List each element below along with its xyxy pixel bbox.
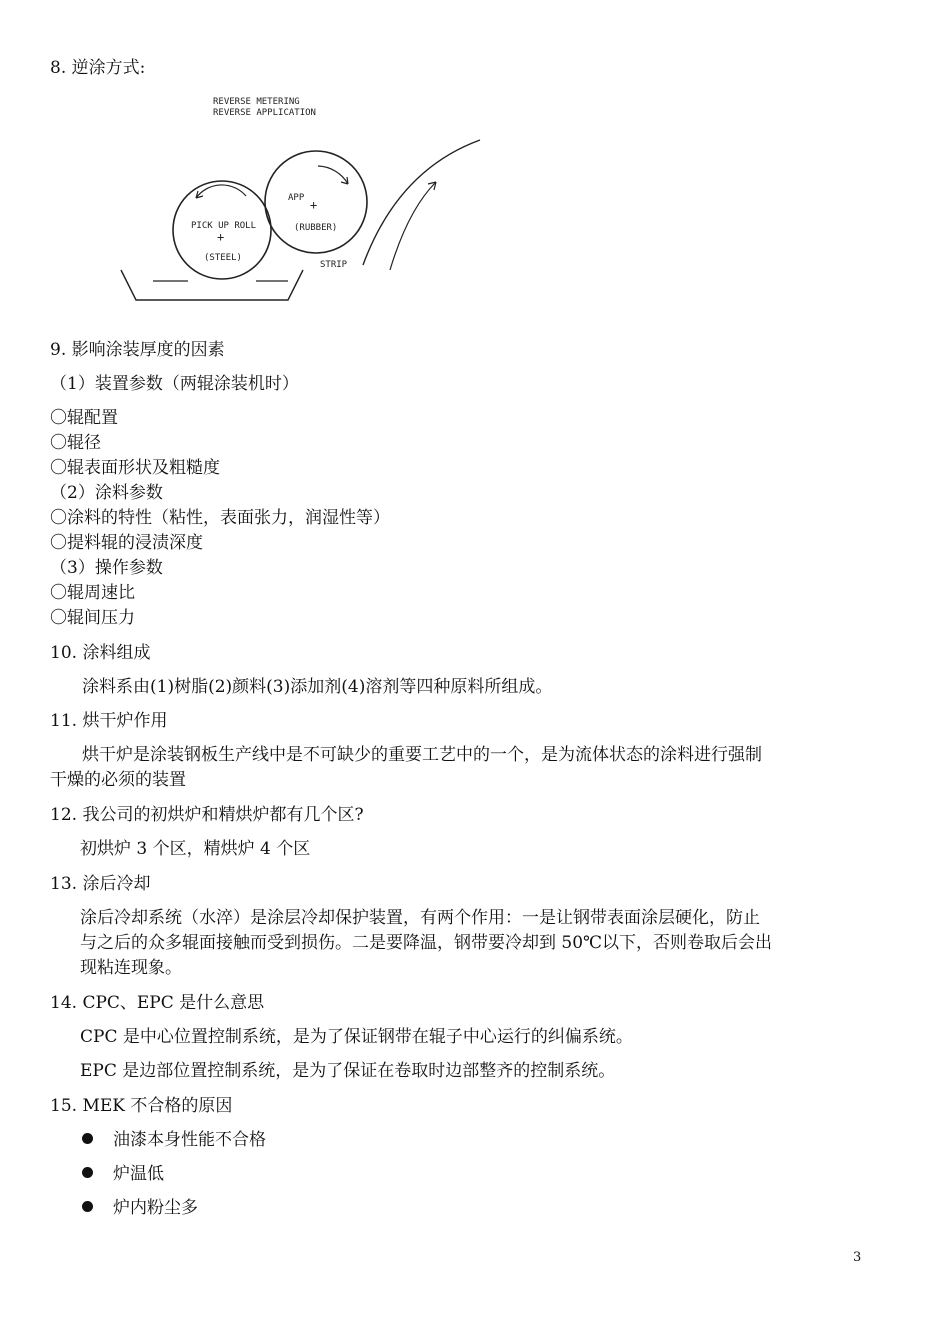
- section-8-title: 8. 逆涂方式:: [50, 58, 146, 78]
- section-15-title: 15. MEK 不合格的原因: [50, 1096, 233, 1116]
- section-11-title: 11. 烘干炉作用: [50, 711, 168, 731]
- section-11-body-line-2: 干燥的必须的装置: [50, 770, 186, 790]
- bullet-icon: [82, 1133, 93, 1144]
- application-roll-label: APP: [288, 193, 305, 203]
- page-number: 3: [853, 1250, 862, 1265]
- section-15-item: 油漆本身性能不合格: [113, 1130, 266, 1150]
- section-9-group-3: （3）操作参数: [50, 558, 163, 578]
- section-14-cpc: CPC 是中心位置控制系统，是为了保证钢带在辊子中心运行的纠偏系统。: [80, 1027, 633, 1047]
- pick-up-roll-center-mark: +: [217, 230, 225, 244]
- section-14-epc: EPC 是边部位置控制系统，是为了保证在卷取时边部整齐的控制系统。: [80, 1061, 616, 1081]
- diagram-label-reverse-application: REVERSE APPLICATION: [213, 108, 316, 118]
- section-14-title: 14. CPC、EPC 是什么意思: [50, 993, 265, 1013]
- section-10-body: 涂料系由(1)树脂(2)颜料(3)添加剂(4)溶剂等四种原料所组成。: [82, 677, 553, 697]
- bullet-icon: [82, 1201, 93, 1212]
- application-roll-material: (RUBBER): [294, 223, 338, 233]
- bullet-icon: [82, 1167, 93, 1178]
- section-13-body-line-1: 涂后冷却系统（水淬）是涂层冷却保护装置，有两个作用：一是让钢带表面涂层硬化，防止: [80, 908, 760, 928]
- section-9-item: 〇辊径: [50, 433, 101, 453]
- pick-up-roll-label: PICK UP ROLL: [191, 221, 257, 231]
- section-10-title: 10. 涂料组成: [50, 643, 151, 663]
- reverse-coating-diagram: [108, 80, 513, 320]
- section-9-item: 〇提料辊的浸渍深度: [50, 533, 203, 553]
- section-9-item: 〇辊配置: [50, 408, 118, 428]
- section-12-title: 12. 我公司的初烘炉和精烘炉都有几个区?: [50, 805, 364, 825]
- section-15-item: 炉温低: [113, 1164, 164, 1184]
- diagram-label-reverse-metering: REVERSE METERING: [213, 97, 300, 107]
- section-9-group-1: （1）装置参数（两辊涂装机时）: [50, 374, 299, 394]
- section-11-body-line-1: 烘干炉是涂装钢板生产线中是不可缺少的重要工艺中的一个，是为流体状态的涂料进行强制: [82, 745, 762, 765]
- section-9-item: 〇辊间压力: [50, 608, 135, 628]
- strip-label: STRIP: [320, 260, 348, 270]
- section-12-body: 初烘炉 3 个区，精烘炉 4 个区: [80, 839, 311, 859]
- section-13-body-line-2: 与之后的众多辊面接触而受到损伤。二是要降温，钢带要冷却到 50℃以下，否则卷取后会出: [80, 933, 773, 953]
- section-13-body-line-3: 现粘连现象。: [80, 958, 182, 978]
- section-9-item: 〇涂料的特性（粘性，表面张力，润湿性等）: [50, 508, 390, 528]
- pick-up-roll-material: (STEEL): [204, 253, 242, 263]
- section-9-title: 9. 影响涂装厚度的因素: [50, 340, 225, 360]
- section-13-title: 13. 涂后冷却: [50, 874, 151, 894]
- section-9-item: 〇辊周速比: [50, 583, 135, 603]
- section-9-group-2: （2）涂料参数: [50, 483, 163, 503]
- section-15-item: 炉内粉尘多: [113, 1198, 198, 1218]
- application-roll-center-mark: +: [310, 198, 318, 212]
- section-9-item: 〇辊表面形状及粗糙度: [50, 458, 220, 478]
